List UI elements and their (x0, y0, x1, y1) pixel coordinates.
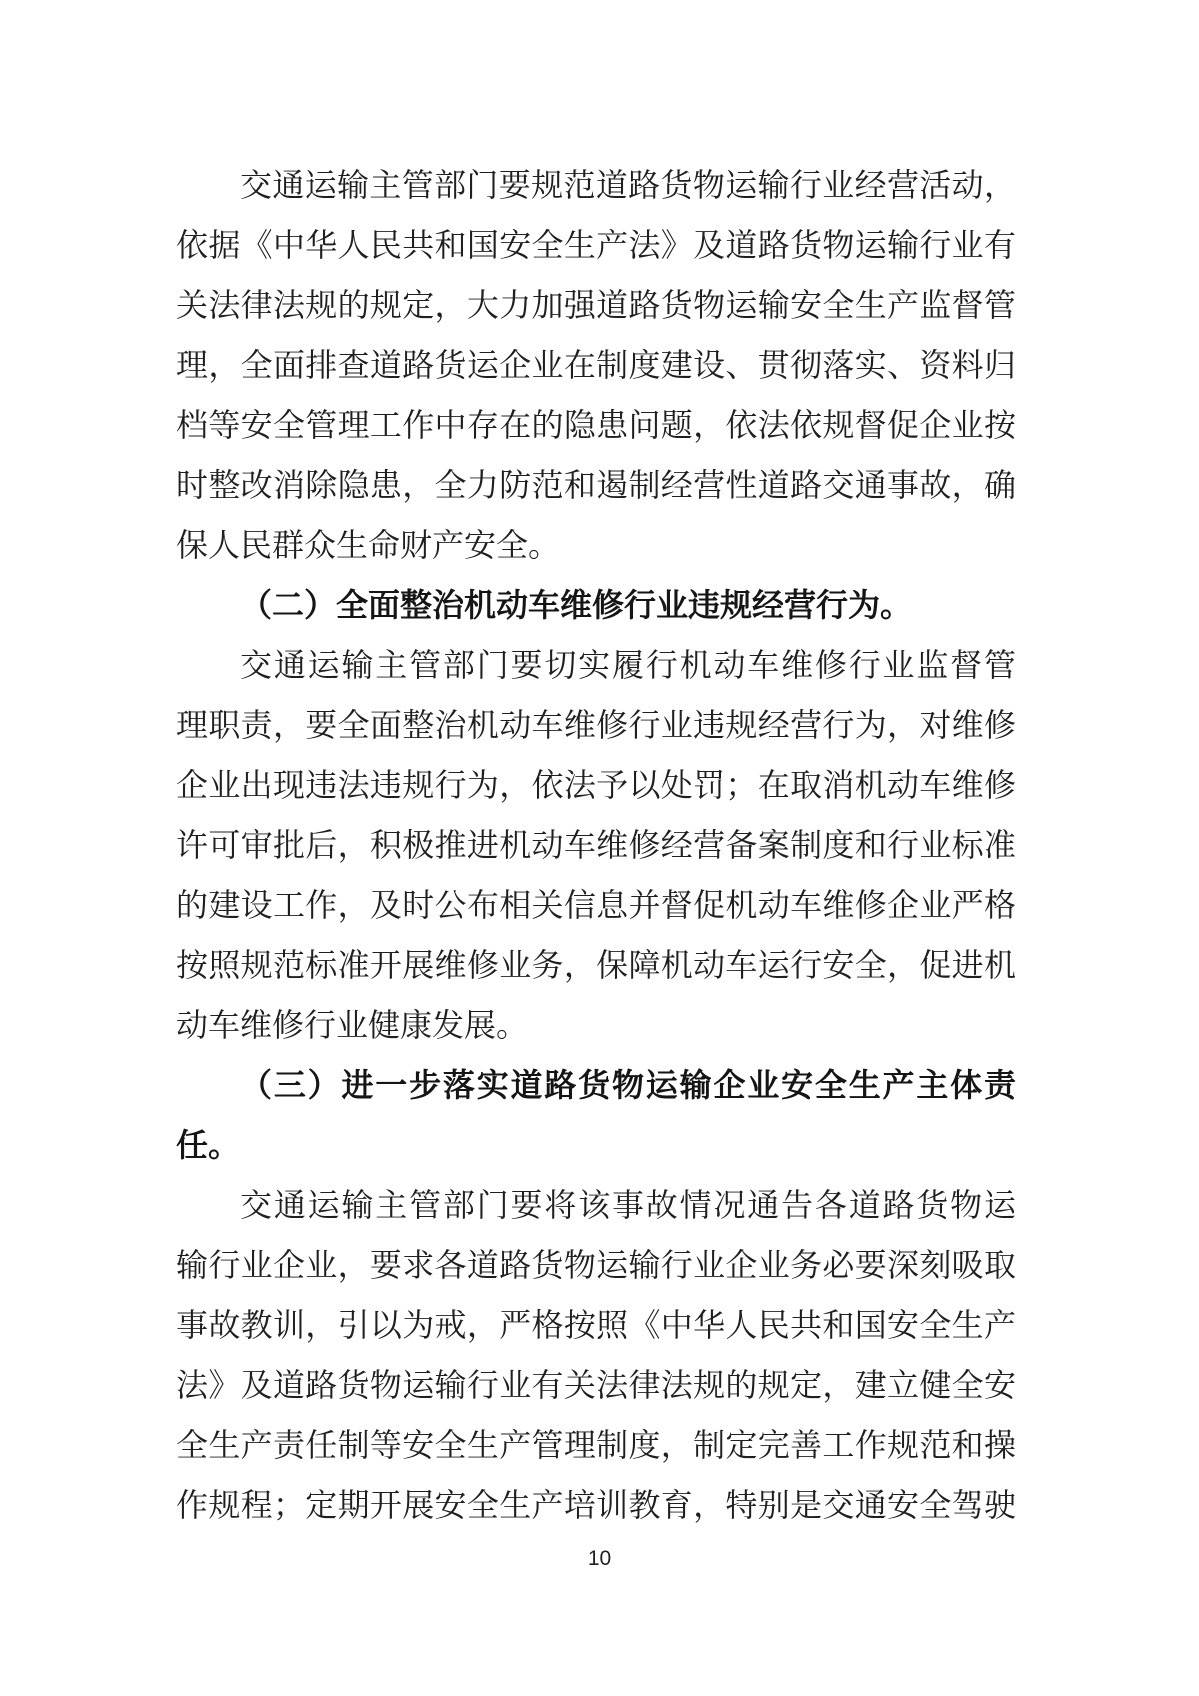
section-heading-line: （三）进一步落实道路货物运输企业安全生产主体责 (240, 1067, 1016, 1103)
body-text-line: 理，全面排查道路货运企业在制度建设、贯彻落实、资料归 (176, 347, 1016, 383)
body-text-line: 关法律法规的规定，大力加强道路货物运输安全生产监督管 (176, 287, 1016, 323)
body-text-line: 保人民群众生命财产安全。 (176, 527, 561, 563)
document-body (176, 155, 1016, 1535)
body-text-line: 交通运输主管部门要切实履行机动车维修行业监督管 (240, 647, 1016, 683)
body-text-line: 企业出现违法违规行为，依法予以处罚；在取消机动车维修 (176, 767, 1016, 803)
body-text-line: 依据《中华人民共和国安全生产法》及道路货物运输行业有 (176, 227, 1016, 263)
body-text-line: 交通运输主管部门要规范道路货物运输行业经营活动， (240, 167, 1016, 203)
body-text-line: 输行业企业，要求各道路货物运输行业企业务必要深刻吸取 (176, 1247, 1016, 1283)
section-heading-line: 任。 (176, 1127, 241, 1163)
body-text-line: 的建设工作，及时公布相关信息并督促机动车维修企业严格 (176, 887, 1016, 923)
body-text-line: 动车维修行业健康发展。 (176, 1007, 529, 1043)
body-text-line: 时整改消除隐患，全力防范和遏制经营性道路交通事故，确 (176, 467, 1016, 503)
body-text-line: 档等安全管理工作中存在的隐患问题，依法依规督促企业按 (176, 407, 1016, 443)
section-heading-line: （二）全面整治机动车维修行业违规经营行为。 (240, 587, 913, 623)
body-text-line: 交通运输主管部门要将该事故情况通告各道路货物运 (240, 1187, 1016, 1223)
body-text-line: 法》及道路货物运输行业有关法律法规的规定，建立健全安 (176, 1367, 1016, 1403)
body-text-line: 作规程；定期开展安全生产培训教育，特别是交通安全驾驶 (176, 1487, 1016, 1523)
body-text-line: 事故教训，引以为戒，严格按照《中华人民共和国安全生产 (176, 1307, 1016, 1343)
body-text-line: 全生产责任制等安全生产管理制度，制定完善工作规范和操 (176, 1427, 1016, 1463)
body-text-line: 理职责，要全面整治机动车维修行业违规经营行为，对维修 (176, 707, 1016, 743)
body-text-line: 按照规范标准开展维修业务，保障机动车运行安全，促进机 (176, 947, 1016, 983)
body-text-line: 许可审批后，积极推进机动车维修经营备案制度和行业标准 (176, 827, 1016, 863)
page-number: 10 (587, 1547, 612, 1570)
